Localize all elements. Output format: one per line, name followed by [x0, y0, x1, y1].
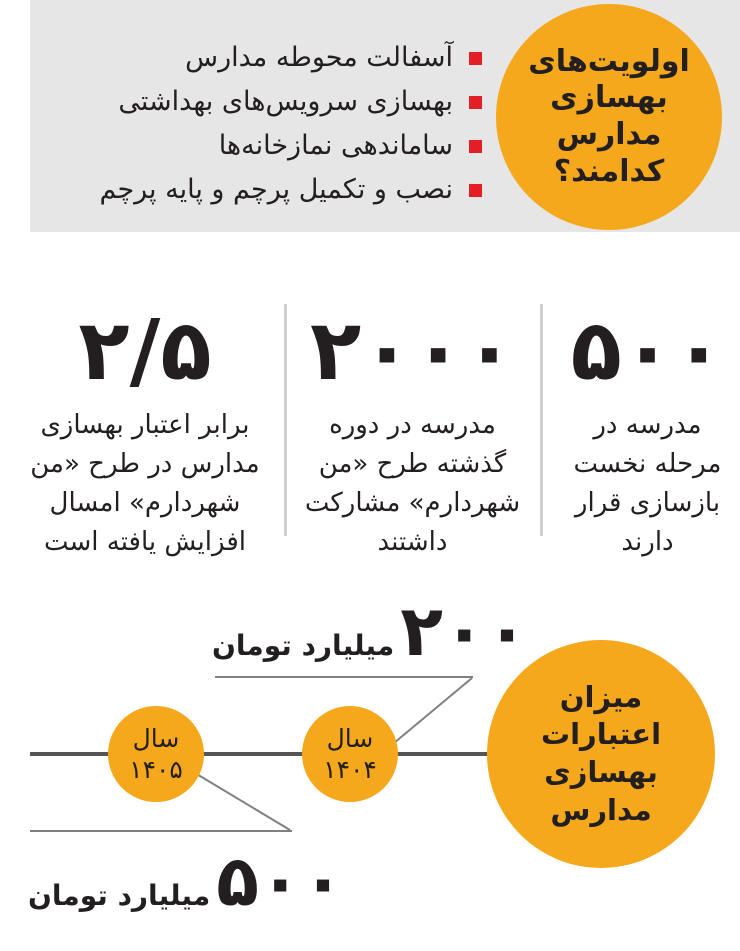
priority-item — [99, 168, 482, 212]
stat-divider — [284, 304, 287, 536]
square-bullet-icon — [469, 184, 482, 197]
stat-budget-increase — [20, 301, 270, 562]
amount-value: ۵۰۰ — [216, 840, 345, 922]
priorities-question-circle — [496, 4, 722, 230]
priorities-question: اولویت‌های بهسازی مدارس کدامند؟ — [528, 43, 690, 189]
square-bullet-icon — [469, 52, 482, 65]
stat-schools-participated — [300, 301, 525, 562]
connector-line — [30, 830, 292, 832]
amount-1404 — [212, 590, 529, 672]
stat-number: ۵۰۰ — [570, 301, 725, 399]
priority-item-label: بهسازی سرویس‌های بهداشتی — [118, 86, 453, 118]
stat-description: برابر اعتبار بهسازی مدارس در طرح «من شهردارم» امسال افزایش یافته است — [30, 410, 260, 557]
priority-item-label: آسفالت محوطه مدارس — [185, 42, 453, 74]
priority-item-label: ساماندهی نمازخانه‌ها — [218, 130, 453, 162]
stat-divider — [540, 304, 543, 536]
stat-number: ۲۰۰۰ — [309, 301, 516, 399]
priority-item — [99, 124, 482, 168]
stat-description: مدرسه در مرحله نخست بازسازی قرار دارند — [573, 410, 722, 557]
amount-1405 — [28, 840, 345, 922]
year-value: ۱۴۰۵ — [129, 755, 183, 784]
amount-value: ۲۰۰ — [400, 590, 529, 672]
amount-unit: میلیارد تومان — [212, 629, 395, 662]
year-label: سال — [132, 723, 180, 753]
priority-item — [99, 80, 482, 124]
funding-title: میزان اعتبارات بهسازی مدارس — [540, 679, 662, 827]
year-label: سال — [326, 723, 374, 753]
stat-description: مدرسه در دوره گذشته طرح «من شهردارم» مشارکت داشتند — [304, 410, 521, 557]
priority-item-label: نصب و تکمیل پرچم و پایه پرچم — [99, 174, 453, 206]
year-value: ۱۴۰۴ — [323, 755, 377, 784]
square-bullet-icon — [469, 140, 482, 153]
priorities-list — [99, 36, 482, 212]
stat-number: ۲/۵ — [78, 301, 212, 399]
stat-schools-first-phase — [560, 301, 735, 562]
year-circle-1405 — [108, 706, 204, 802]
year-circle-1404 — [302, 706, 398, 802]
square-bullet-icon — [469, 96, 482, 109]
priority-item — [99, 36, 482, 80]
funding-title-circle — [487, 640, 715, 868]
amount-unit: میلیارد تومان — [28, 879, 211, 912]
